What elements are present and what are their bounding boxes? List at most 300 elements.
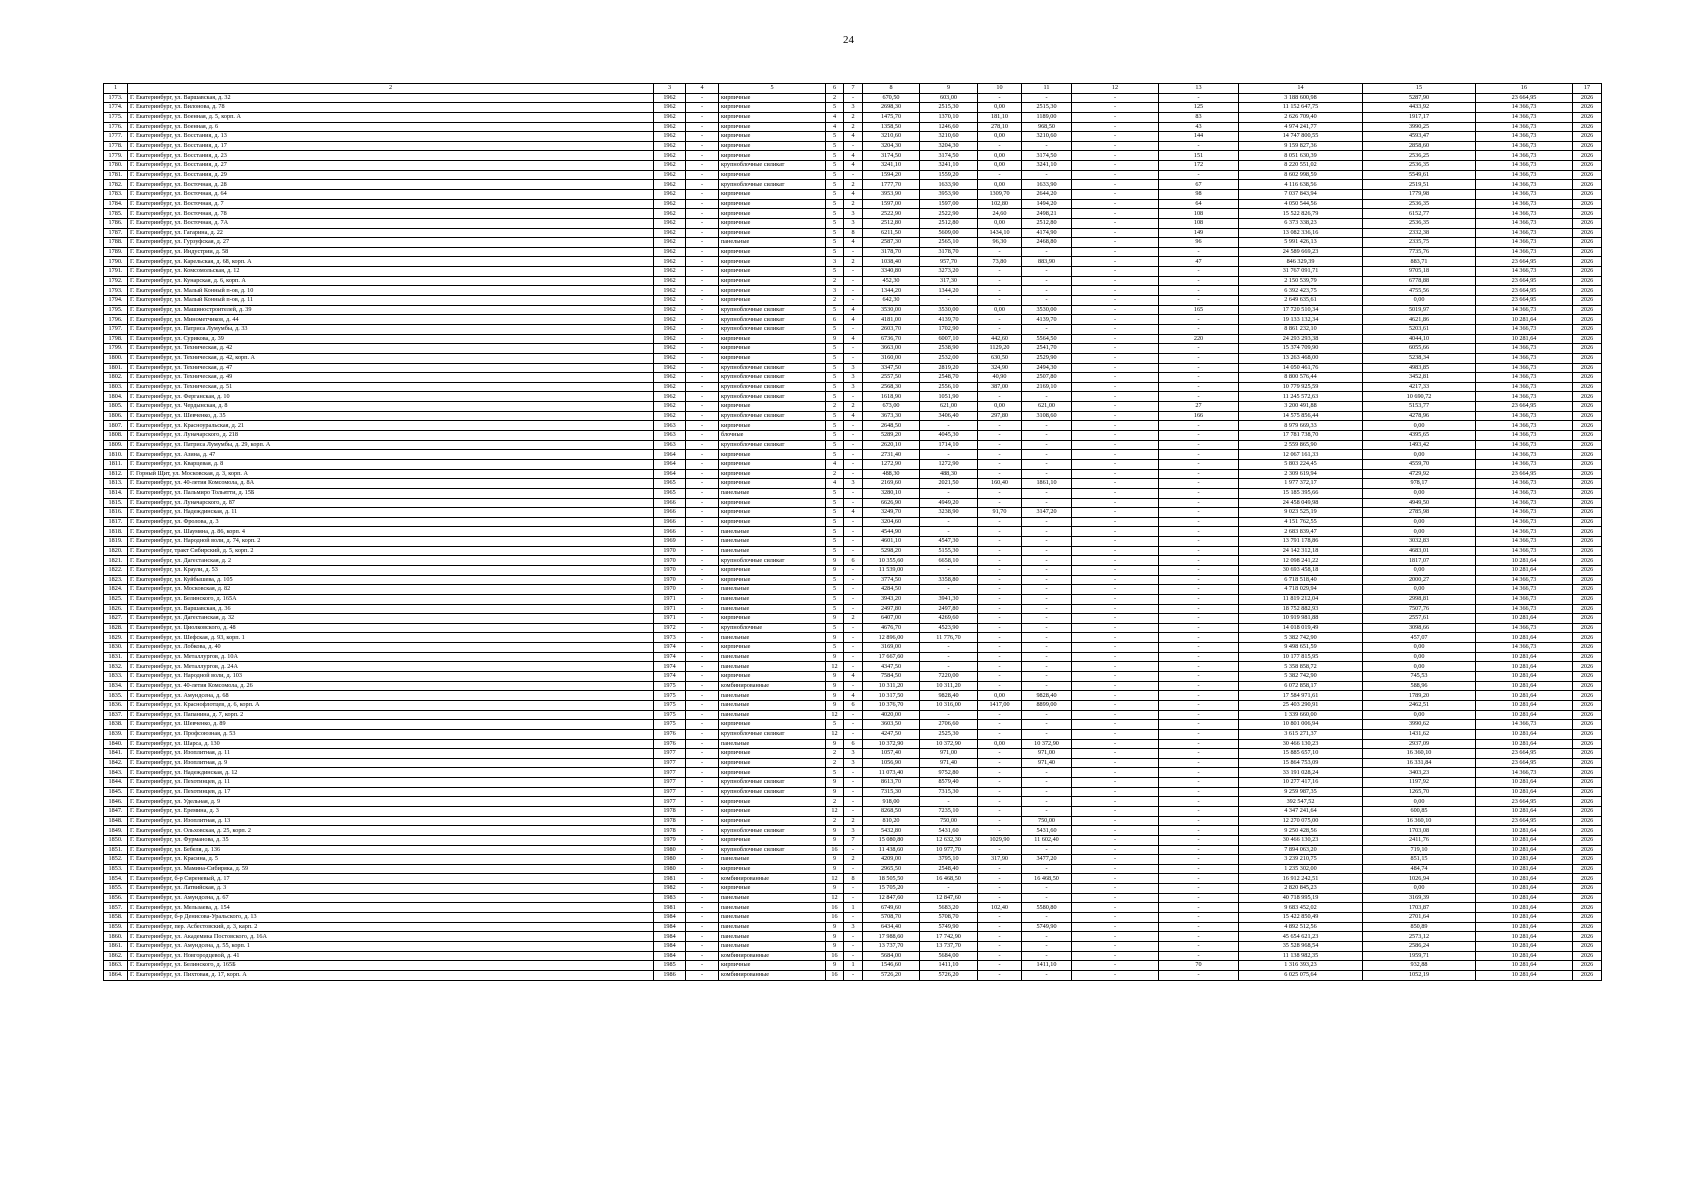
col-4-cell: -: [686, 276, 719, 286]
area-11-cell: 971,40: [1022, 758, 1072, 768]
repair-year-cell: 2026: [1573, 643, 1602, 653]
address-cell: Г. Екатеринбург, ул. Изоплитная, д. 13: [128, 816, 654, 826]
table-row: [104, 845, 1602, 855]
total-cost-cell: 2 683 839,47: [1239, 527, 1363, 537]
repair-year-cell: 2026: [1573, 431, 1602, 441]
wall-material-cell: панельные: [719, 662, 826, 672]
wall-material-cell: кирпичные: [719, 479, 826, 489]
col-4-cell: -: [686, 170, 719, 180]
area-10-cell: -: [978, 778, 1022, 788]
area-11-cell: -: [1022, 797, 1072, 807]
total-cost-cell: 3 239 210,75: [1239, 855, 1363, 865]
area-10-cell: 1434,10: [978, 228, 1022, 238]
unit-cost-cell: 4593,47: [1363, 132, 1476, 142]
area-11-cell: 3174,50: [1022, 151, 1072, 161]
area-11-cell: -: [1022, 556, 1072, 566]
area-11-cell: -: [1022, 324, 1072, 334]
col-4-cell: -: [686, 517, 719, 527]
address-cell: Г. Екатеринбург, б-р Денисова-Уральского, д. 13: [128, 913, 654, 923]
table-row: [104, 720, 1602, 730]
area-10-cell: 96,30: [978, 238, 1022, 248]
area-10-cell: -: [978, 315, 1022, 325]
residents-cell: -: [1159, 286, 1239, 296]
col-12-cell: -: [1072, 941, 1159, 951]
area-11-cell: -: [1022, 546, 1072, 556]
col-4-cell: -: [686, 537, 719, 547]
residents-cell: 43: [1159, 122, 1239, 132]
living-area-cell: -: [920, 421, 978, 431]
area-10-cell: -: [978, 488, 1022, 498]
row-number-cell: 1778.: [104, 141, 128, 151]
total-cost-cell: 8 220 551,02: [1239, 161, 1363, 171]
repair-year-cell: 2026: [1573, 382, 1602, 392]
entrances-cell: 3: [844, 373, 863, 383]
unit-cost-cell: 932,88: [1363, 961, 1476, 971]
col-12-cell: -: [1072, 315, 1159, 325]
entrances-cell: 4: [844, 238, 863, 248]
col-12-cell: -: [1072, 238, 1159, 248]
floors-cell: 9: [826, 691, 844, 701]
residents-cell: -: [1159, 315, 1239, 325]
repair-year-cell: 2026: [1573, 344, 1602, 354]
address-cell: Г. Екатеринбург, ул. Пихтовая, д. 17, корп. А: [128, 970, 654, 980]
table-row: [104, 556, 1602, 566]
table-row: [104, 431, 1602, 441]
entrances-cell: -: [844, 845, 863, 855]
cost-limit-cell: 10 281,64: [1476, 951, 1573, 961]
address-cell: Г. Екатеринбург, ул. Ферганская, д. 10: [128, 392, 654, 402]
total-cost-cell: 392 547,52: [1239, 797, 1363, 807]
floors-cell: 16: [826, 913, 844, 923]
row-number-cell: 1794.: [104, 296, 128, 306]
floors-cell: 9: [826, 826, 844, 836]
address-cell: Г. Екатеринбург, ул. Сурикова, д. 39: [128, 334, 654, 344]
address-cell: Г. Екатеринбург, ул. Военная, д. 6: [128, 122, 654, 132]
build-year-cell: 1977: [654, 787, 686, 797]
floors-cell: 6: [826, 315, 844, 325]
total-area-cell: 488,30: [863, 469, 920, 479]
col-12-cell: -: [1072, 218, 1159, 228]
table-row: [104, 884, 1602, 894]
area-11-cell: -: [1022, 951, 1072, 961]
total-cost-cell: 4 718 029,94: [1239, 585, 1363, 595]
table-row: [104, 421, 1602, 431]
table-row: [104, 353, 1602, 363]
col-12-cell: -: [1072, 93, 1159, 103]
col-12-cell: -: [1072, 247, 1159, 257]
total-cost-cell: 2 559 865,90: [1239, 440, 1363, 450]
floors-cell: 9: [826, 941, 844, 951]
area-11-cell: -: [1022, 643, 1072, 653]
living-area-cell: 5708,70: [920, 913, 978, 923]
unit-cost-cell: 16 360,10: [1363, 749, 1476, 759]
living-area-cell: 5431,60: [920, 826, 978, 836]
living-area-cell: 17 742,90: [920, 932, 978, 942]
build-year-cell: 1984: [654, 941, 686, 951]
residents-cell: -: [1159, 951, 1239, 961]
col-12-cell: -: [1072, 498, 1159, 508]
row-number-cell: 1861.: [104, 941, 128, 951]
repair-year-cell: 2026: [1573, 652, 1602, 662]
total-cost-cell: 4 974 241,77: [1239, 122, 1363, 132]
entrances-cell: 4: [844, 132, 863, 142]
total-area-cell: 6211,50: [863, 228, 920, 238]
repair-year-cell: 2026: [1573, 180, 1602, 190]
floors-cell: 2: [826, 816, 844, 826]
repair-year-cell: 2026: [1573, 565, 1602, 575]
entrances-cell: -: [844, 537, 863, 547]
table-row: [104, 190, 1602, 200]
row-number-cell: 1855.: [104, 884, 128, 894]
floors-cell: 12: [826, 729, 844, 739]
residents-cell: -: [1159, 874, 1239, 884]
area-11-cell: -: [1022, 672, 1072, 682]
col-12-cell: -: [1072, 739, 1159, 749]
residents-cell: -: [1159, 392, 1239, 402]
col-4-cell: -: [686, 797, 719, 807]
total-area-cell: 13 737,70: [863, 941, 920, 951]
col-4-cell: -: [686, 363, 719, 373]
col-12-cell: -: [1072, 190, 1159, 200]
entrances-cell: 2: [844, 816, 863, 826]
col-4-cell: -: [686, 556, 719, 566]
wall-material-cell: кирпичные: [719, 797, 826, 807]
wall-material-cell: кирпичные: [719, 508, 826, 518]
address-cell: Г. Екатеринбург, ул. Металлургов, д. 24А: [128, 662, 654, 672]
unit-cost-cell: 1959,71: [1363, 951, 1476, 961]
floors-cell: 4: [826, 112, 844, 122]
table-row: [104, 932, 1602, 942]
area-10-cell: 0,00: [978, 180, 1022, 190]
total-cost-cell: 4 116 638,56: [1239, 180, 1363, 190]
col-4-cell: -: [686, 633, 719, 643]
address-cell: Г. Екатеринбург, ул. Амундсена, д. 68: [128, 691, 654, 701]
row-number-cell: 1821.: [104, 556, 128, 566]
area-10-cell: -: [978, 845, 1022, 855]
table-row: [104, 672, 1602, 682]
col-4-cell: -: [686, 604, 719, 614]
total-area-cell: 3160,00: [863, 353, 920, 363]
table-row: [104, 161, 1602, 171]
table-row: [104, 112, 1602, 122]
entrances-cell: -: [844, 431, 863, 441]
area-10-cell: -: [978, 970, 1022, 980]
total-area-cell: 1546,60: [863, 961, 920, 971]
col-4-cell: -: [686, 479, 719, 489]
col-12-cell: -: [1072, 161, 1159, 171]
address-cell: Г. Екатеринбург, ул. Восточная, д. 28: [128, 180, 654, 190]
floors-cell: 5: [826, 431, 844, 441]
row-number-cell: 1864.: [104, 970, 128, 980]
address-cell: Г. Екатеринбург, ул. Лобкова, д. 40: [128, 643, 654, 653]
cost-limit-cell: 10 281,64: [1476, 614, 1573, 624]
area-11-cell: 10 372,90: [1022, 739, 1072, 749]
address-cell: Г. Екатеринбург, ул. Гагарина, д. 22: [128, 228, 654, 238]
wall-material-cell: кирпичные: [719, 199, 826, 209]
wall-material-cell: крупноблочные силикат: [719, 324, 826, 334]
area-11-cell: -: [1022, 941, 1072, 951]
total-cost-cell: 1 977 372,17: [1239, 479, 1363, 489]
cost-limit-cell: 10 281,64: [1476, 334, 1573, 344]
unit-cost-cell: 2536,25: [1363, 151, 1476, 161]
cost-limit-cell: 14 366,73: [1476, 575, 1573, 585]
cost-limit-cell: 14 366,73: [1476, 190, 1573, 200]
build-year-cell: 1984: [654, 951, 686, 961]
col-4-cell: -: [686, 103, 719, 113]
area-11-cell: 4139,70: [1022, 315, 1072, 325]
unit-cost-cell: 2536,35: [1363, 199, 1476, 209]
unit-cost-cell: 588,96: [1363, 681, 1476, 691]
total-area-cell: 3530,00: [863, 305, 920, 315]
wall-material-cell: кирпичные: [719, 565, 826, 575]
cost-limit-cell: 14 366,73: [1476, 431, 1573, 441]
col-12-cell: -: [1072, 758, 1159, 768]
residents-cell: -: [1159, 835, 1239, 845]
cost-limit-cell: 10 281,64: [1476, 835, 1573, 845]
build-year-cell: 1978: [654, 826, 686, 836]
total-cost-cell: 11 138 982,35: [1239, 951, 1363, 961]
repair-year-cell: 2026: [1573, 758, 1602, 768]
floors-cell: 5: [826, 363, 844, 373]
residents-cell: 144: [1159, 132, 1239, 142]
total-area-cell: 8613,70: [863, 778, 920, 788]
area-10-cell: -: [978, 768, 1022, 778]
residents-cell: -: [1159, 373, 1239, 383]
cost-limit-cell: 23 664,95: [1476, 749, 1573, 759]
floors-cell: 9: [826, 932, 844, 942]
col-12-cell: -: [1072, 729, 1159, 739]
wall-material-cell: кирпичные: [719, 884, 826, 894]
col-4-cell: -: [686, 267, 719, 277]
row-number-cell: 1787.: [104, 228, 128, 238]
row-number-cell: 1827.: [104, 614, 128, 624]
wall-material-cell: кирпичные: [719, 864, 826, 874]
residents-cell: -: [1159, 276, 1239, 286]
table-row: [104, 517, 1602, 527]
address-cell: Г. Екатеринбург, ул. Восточная, д. 64: [128, 190, 654, 200]
cost-limit-cell: 10 281,64: [1476, 922, 1573, 932]
wall-material-cell: крупноблочные силикат: [719, 363, 826, 373]
address-cell: Г. Екатеринбург, ул. Дагестанская, д. 32: [128, 614, 654, 624]
residents-cell: -: [1159, 421, 1239, 431]
build-year-cell: 1962: [654, 363, 686, 373]
table-row: [104, 855, 1602, 865]
unit-cost-cell: 4044,10: [1363, 334, 1476, 344]
row-number-cell: 1806.: [104, 411, 128, 421]
residents-cell: -: [1159, 517, 1239, 527]
residents-cell: 47: [1159, 257, 1239, 267]
build-year-cell: 1978: [654, 807, 686, 817]
repair-year-cell: 2026: [1573, 469, 1602, 479]
entrances-cell: 2: [844, 257, 863, 267]
wall-material-cell: панельные: [719, 488, 826, 498]
wall-material-cell: панельные: [719, 691, 826, 701]
address-cell: Г. Екатеринбург, ул. Восстания, д. 23: [128, 151, 654, 161]
col-12-cell: -: [1072, 922, 1159, 932]
unit-cost-cell: 4217,33: [1363, 382, 1476, 392]
unit-cost-cell: 1917,17: [1363, 112, 1476, 122]
col-4-cell: -: [686, 807, 719, 817]
total-cost-cell: 2 626 709,40: [1239, 112, 1363, 122]
total-cost-cell: 13 791 178,86: [1239, 537, 1363, 547]
address-cell: Г. Екатеринбург, ул. Карельская, д. 68, корп. А: [128, 257, 654, 267]
row-number-cell: 1779.: [104, 151, 128, 161]
total-area-cell: 2620,10: [863, 440, 920, 450]
col-12-cell: -: [1072, 932, 1159, 942]
cost-limit-cell: 14 366,73: [1476, 517, 1573, 527]
cost-limit-cell: 14 366,73: [1476, 450, 1573, 460]
row-number-cell: 1833.: [104, 672, 128, 682]
residents-cell: -: [1159, 720, 1239, 730]
residents-cell: -: [1159, 941, 1239, 951]
build-year-cell: 1962: [654, 112, 686, 122]
build-year-cell: 1977: [654, 749, 686, 759]
col-12-cell: -: [1072, 604, 1159, 614]
unit-cost-cell: 3452,81: [1363, 373, 1476, 383]
area-11-cell: 9828,40: [1022, 691, 1072, 701]
row-number-cell: 1811.: [104, 459, 128, 469]
wall-material-cell: крупноблочные силикат: [719, 845, 826, 855]
total-cost-cell: 11 819 212,04: [1239, 594, 1363, 604]
repair-year-cell: 2026: [1573, 199, 1602, 209]
address-cell: Г. Екатеринбург, ул. Дагестанская, д. 2: [128, 556, 654, 566]
area-10-cell: -: [978, 498, 1022, 508]
total-area-cell: 4601,10: [863, 537, 920, 547]
column-number-14: 14: [1239, 84, 1363, 94]
table-row: [104, 970, 1602, 980]
area-10-cell: -: [978, 874, 1022, 884]
entrances-cell: 3: [844, 758, 863, 768]
col-4-cell: -: [686, 228, 719, 238]
total-cost-cell: 17 781 738,70: [1239, 431, 1363, 441]
build-year-cell: 1962: [654, 209, 686, 219]
entrances-cell: -: [844, 662, 863, 672]
repair-year-cell: 2026: [1573, 161, 1602, 171]
total-cost-cell: 14 575 856,44: [1239, 411, 1363, 421]
living-area-cell: 1633,90: [920, 180, 978, 190]
area-10-cell: -: [978, 787, 1022, 797]
floors-cell: 12: [826, 807, 844, 817]
col-12-cell: -: [1072, 209, 1159, 219]
build-year-cell: 1985: [654, 961, 686, 971]
col-12-cell: -: [1072, 411, 1159, 421]
address-cell: Г. Екатеринбург, ул. Амундсена, д. 67: [128, 893, 654, 903]
row-number-cell: 1796.: [104, 315, 128, 325]
repair-year-cell: 2026: [1573, 893, 1602, 903]
area-10-cell: 181,10: [978, 112, 1022, 122]
floors-cell: 5: [826, 537, 844, 547]
col-12-cell: -: [1072, 267, 1159, 277]
repair-year-cell: 2026: [1573, 247, 1602, 257]
floors-cell: 5: [826, 141, 844, 151]
col-4-cell: -: [686, 922, 719, 932]
col-4-cell: -: [686, 305, 719, 315]
row-number-cell: 1815.: [104, 498, 128, 508]
housing-register-table: [103, 83, 1602, 981]
repair-year-cell: 2026: [1573, 835, 1602, 845]
living-area-cell: 2819,20: [920, 363, 978, 373]
row-number-cell: 1808.: [104, 431, 128, 441]
total-cost-cell: 3 188 600,98: [1239, 93, 1363, 103]
col-4-cell: -: [686, 565, 719, 575]
floors-cell: 5: [826, 132, 844, 142]
col-4-cell: -: [686, 951, 719, 961]
column-number-7: 7: [844, 84, 863, 94]
cost-limit-cell: 14 366,73: [1476, 324, 1573, 334]
col-12-cell: -: [1072, 228, 1159, 238]
address-cell: Г. Екатеринбург, ул. Куйбышева, д. 105: [128, 575, 654, 585]
row-number-cell: 1824.: [104, 585, 128, 595]
cost-limit-cell: 10 281,64: [1476, 700, 1573, 710]
unit-cost-cell: 2000,27: [1363, 575, 1476, 585]
row-number-cell: 1858.: [104, 913, 128, 923]
total-cost-cell: 24 293 293,38: [1239, 334, 1363, 344]
cost-limit-cell: 10 281,64: [1476, 807, 1573, 817]
address-cell: Г. Екатеринбург, ул. Комсомольская, д. 12: [128, 267, 654, 277]
living-area-cell: 2548,70: [920, 373, 978, 383]
area-10-cell: -: [978, 440, 1022, 450]
repair-year-cell: 2026: [1573, 228, 1602, 238]
unit-cost-cell: 10 690,72: [1363, 392, 1476, 402]
floors-cell: 9: [826, 700, 844, 710]
address-cell: Г. Екатеринбург, ул. Папанина, д. 7, корп. 2: [128, 710, 654, 720]
row-number-cell: 1854.: [104, 874, 128, 884]
build-year-cell: 1980: [654, 845, 686, 855]
total-area-cell: 12 847,60: [863, 893, 920, 903]
floors-cell: 5: [826, 209, 844, 219]
wall-material-cell: крупноблочные силикат: [719, 305, 826, 315]
col-4-cell: -: [686, 941, 719, 951]
table-row: [104, 286, 1602, 296]
build-year-cell: 1963: [654, 431, 686, 441]
entrances-cell: -: [844, 498, 863, 508]
area-10-cell: 102,40: [978, 903, 1022, 913]
area-11-cell: -: [1022, 286, 1072, 296]
repair-year-cell: 2026: [1573, 440, 1602, 450]
row-number-cell: 1863.: [104, 961, 128, 971]
row-number-cell: 1836.: [104, 700, 128, 710]
total-area-cell: 642,30: [863, 296, 920, 306]
area-10-cell: 0,00: [978, 402, 1022, 412]
unit-cost-cell: 5019,97: [1363, 305, 1476, 315]
wall-material-cell: кирпичные: [719, 103, 826, 113]
floors-cell: 16: [826, 970, 844, 980]
residents-cell: -: [1159, 556, 1239, 566]
total-area-cell: 4020,00: [863, 710, 920, 720]
total-area-cell: 6736,70: [863, 334, 920, 344]
build-year-cell: 1962: [654, 122, 686, 132]
address-cell: Г. Екатеринбург, ул. Восстания, д. 27: [128, 161, 654, 171]
cost-limit-cell: 10 281,64: [1476, 662, 1573, 672]
entrances-cell: -: [844, 768, 863, 778]
build-year-cell: 1970: [654, 556, 686, 566]
living-area-cell: -: [920, 450, 978, 460]
repair-year-cell: 2026: [1573, 749, 1602, 759]
area-10-cell: -: [978, 913, 1022, 923]
wall-material-cell: кирпичные: [719, 835, 826, 845]
address-cell: Г. Екатеринбург, ул. Белинского, д. 165А: [128, 594, 654, 604]
total-cost-cell: 15 885 657,10: [1239, 749, 1363, 759]
residents-cell: 83: [1159, 112, 1239, 122]
entrances-cell: -: [844, 353, 863, 363]
row-number-cell: 1793.: [104, 286, 128, 296]
floors-cell: 12: [826, 662, 844, 672]
build-year-cell: 1963: [654, 421, 686, 431]
row-number-cell: 1774.: [104, 103, 128, 113]
living-area-cell: 971,40: [920, 758, 978, 768]
area-11-cell: 5749,90: [1022, 922, 1072, 932]
area-10-cell: -: [978, 922, 1022, 932]
